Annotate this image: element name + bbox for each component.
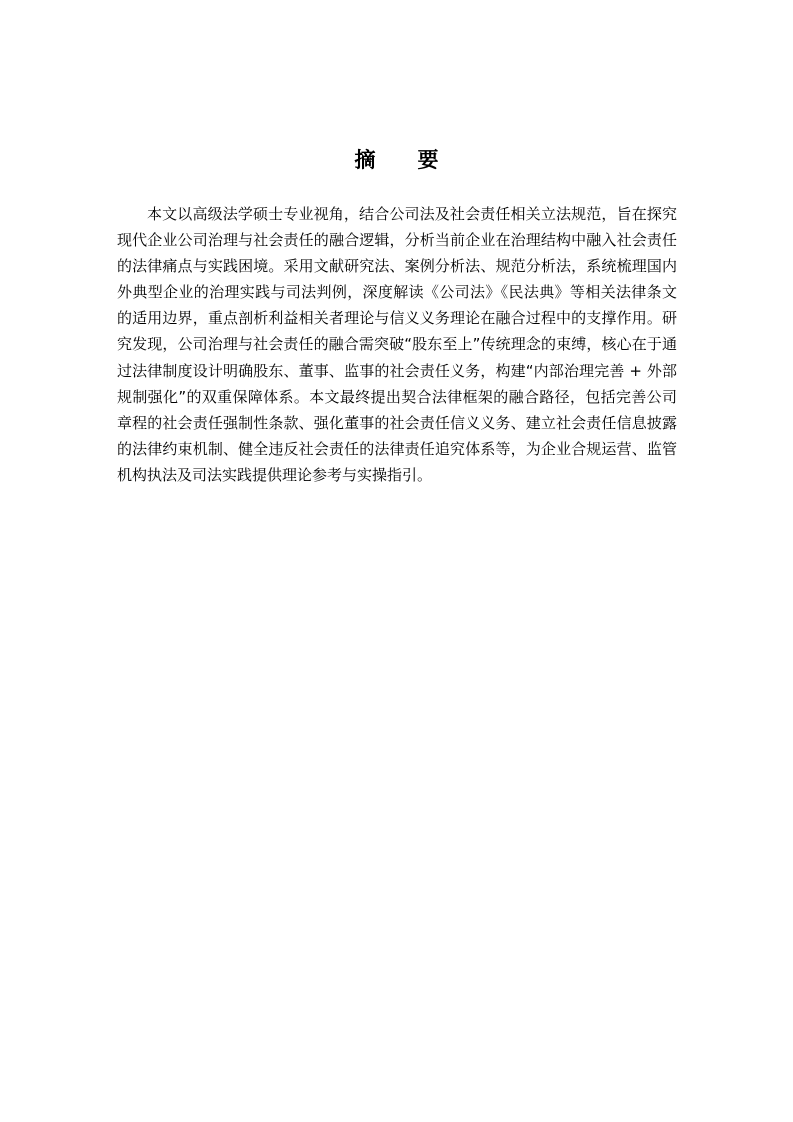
heading-char-2: 要 [417,148,439,172]
abstract-heading [0,147,793,173]
abstract-paragraph: 本文以高级法学硕士专业视角，结合公司法及社会责任相关立法规范，旨在探究现代企业公司治理与社会责任的融合逻辑，分析当前企业在治理结构中融入社会责任的法律痛点与实践困境。采用文献研究法、案例分析法、规范分析法，系统梳理国内外典型企业的治理实践与司法判例，深度解读《公司法》《民法典》等相关法律条文的适用边界，重点剖析利益相关者理论与信义义务理论在融合过程中的支撑作用。研究发现，公司治理与社会责任的融合需突破“股东至上”传统理念的束缚，核心在于通过法律制度设计明确股东、董事、监事的社会责任义务，构建“内部治理完善 + 外部规制强化”的双重保障体系。本文最终提出契合法律框架的融合路径，包括完善公司章程的社会责任强制性条款、强化董事的社会责任信义义务、建立社会责任信息披露的法律约束机制、健全违反社会责任的法律责任追究体系等，为企业合规运营、监管机构执法及司法实践提供理论参考与实操指引。 [117,205,677,484]
heading-char-1: 摘 [354,148,376,172]
